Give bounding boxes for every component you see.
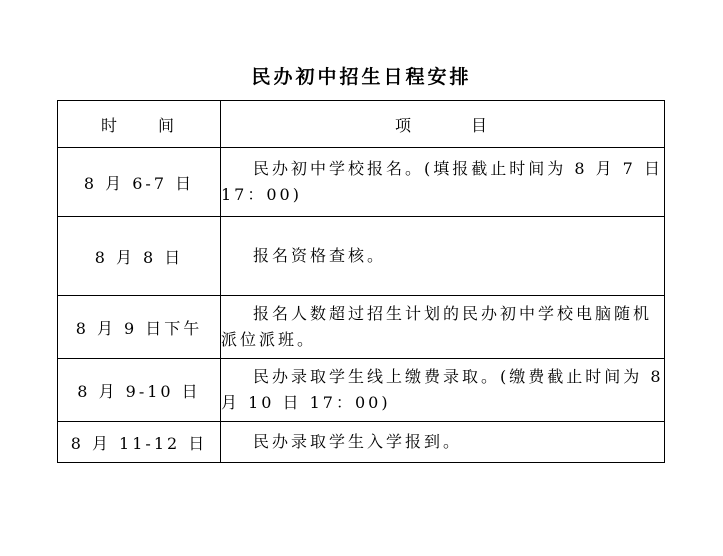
item-cell: 民办初中学校报名。(填报截止时间为 8 月 7 日 17：00) — [221, 148, 665, 217]
schedule-table — [57, 100, 665, 463]
table-row — [58, 422, 665, 463]
table-row — [58, 217, 665, 296]
table-row — [58, 148, 665, 217]
table-header-row — [58, 101, 665, 148]
table-row — [58, 296, 665, 359]
time-cell: 8 月 8 日 — [58, 217, 221, 296]
header-item: 项 目 — [221, 101, 665, 148]
header-time: 时 间 — [58, 101, 221, 148]
item-cell: 报名资格查核。 — [221, 217, 665, 296]
item-cell: 民办录取学生入学报到。 — [221, 422, 665, 463]
time-cell: 8 月 6-7 日 — [58, 148, 221, 217]
time-cell: 8 月 9 日下午 — [58, 296, 221, 359]
time-cell: 8 月 9-10 日 — [58, 359, 221, 422]
item-cell: 民办录取学生线上缴费录取。(缴费截止时间为 8 月 10 日 17：00) — [221, 359, 665, 422]
document-title: 民办初中招生日程安排 — [251, 66, 472, 88]
table-row — [58, 359, 665, 422]
item-cell: 报名人数超过招生计划的民办初中学校电脑随机派位派班。 — [221, 296, 665, 359]
time-cell: 8 月 11-12 日 — [58, 422, 221, 463]
